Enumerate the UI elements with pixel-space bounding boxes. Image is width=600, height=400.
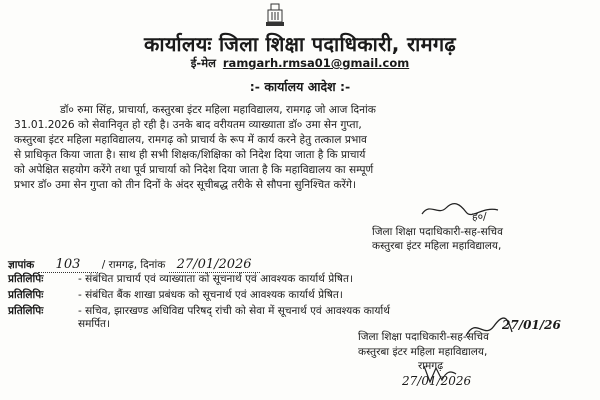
body-line: प्रभार डॉ० उमा सेन गुप्ता को तीन दिनों के अंदर सूचीबद्ध तरीके से सौपना सुनिश्चित करेंगे। (14, 179, 356, 191)
copy-continuation: समर्पित। (78, 318, 111, 330)
signatory-designation: जिला शिक्षा पदाधिकारी-सह-सचिव (372, 225, 503, 238)
body-line: 31.01.2026 को सेवानिवृत हो रही है। उनके बाद वरीयतम व्याख्याता डॉ० उमा सेन गुप्ता, (14, 119, 362, 131)
signatory-institution: कस्तुरबा इंटर महिला महाविद्यालय, (372, 240, 502, 252)
signed-mark: ह०/ (472, 211, 487, 223)
memo-line (8, 257, 260, 273)
state-emblem-icon (262, 2, 288, 30)
email-label: ई-मेल (190, 56, 216, 70)
signatory-place: रामगढ़ (418, 360, 444, 372)
copy-label: प्रतिलिपिः (8, 305, 44, 317)
copy-label: प्रतिलिपिः (8, 273, 44, 285)
copy-row (8, 273, 353, 286)
copy-label: प्रतिलिपिः (8, 289, 44, 301)
copy-row (8, 305, 390, 318)
body-line: डॉ० रुमा सिंह, प्राचार्या, कस्तुरबा इंटर महिला महाविद्यालय, रामगढ़ जो आज दिनांक (60, 104, 376, 116)
initial-scribble-icon (420, 362, 460, 386)
body-line: को अपेक्षित सहयोग करेंगे तथा पूर्व प्राचार्या को निदेश दिया जाता है कि महाविद्यालय का सम्पूर्ण (14, 164, 374, 176)
copy-text: - संबंधित प्राचार्य एवं व्याख्याता को सूचनार्थ एवं आवश्यक कार्यार्थ प्रेषित। (78, 273, 353, 285)
memo-date: 27/01/2026 (169, 257, 260, 273)
handwritten-date: 27/01/2026 (402, 373, 472, 388)
signatory-designation: जिला शिक्षा पदाधिकारी-सह-सचिव (358, 331, 489, 343)
email-address: ramgarh.rmsa01@gmail.com (222, 56, 410, 70)
office-title: कार्यालयः जिला शिक्षा पदाधिकारी, रामगढ़ (143, 32, 456, 56)
signatory-institution: कस्तुरबा इंटर महिला महाविद्यालय, (358, 345, 488, 358)
body-line: कस्तुरबा इंटर महिला महाविद्यालय, रामगढ़ को प्राचार्य के रूप में कार्य करने हेतु तत्काल प्रभाव (14, 134, 367, 146)
signature-scribble-icon (420, 200, 500, 218)
annotation-date: 27/01/26 (502, 318, 561, 332)
memo-place: / रामगढ़, दिनांक (101, 259, 166, 271)
body-line: से प्राधिकृत किया जाता है। साथ ही सभी शिक्षक/शिक्षिका को निदेश दिया जाता है कि प्राचार्य (14, 149, 366, 161)
memo-number: 103 (38, 257, 99, 273)
copy-text: - सचिव, झारखण्ड अधिविद्य परिषद् रांची को सेवा में सूचनार्थ एवं आवश्यक कार्यार्थ (78, 305, 390, 317)
order-title: :- कार्यालय आदेश :- (249, 79, 351, 94)
copy-row (8, 289, 343, 302)
memo-label: ज्ञापांक (8, 259, 35, 271)
email-line (0, 56, 600, 71)
copy-text: - संबंधित बैंक शाखा प्रबंधक को सूचनार्थ एवं आवश्यक कार्यार्थ प्रेषित। (78, 289, 343, 301)
